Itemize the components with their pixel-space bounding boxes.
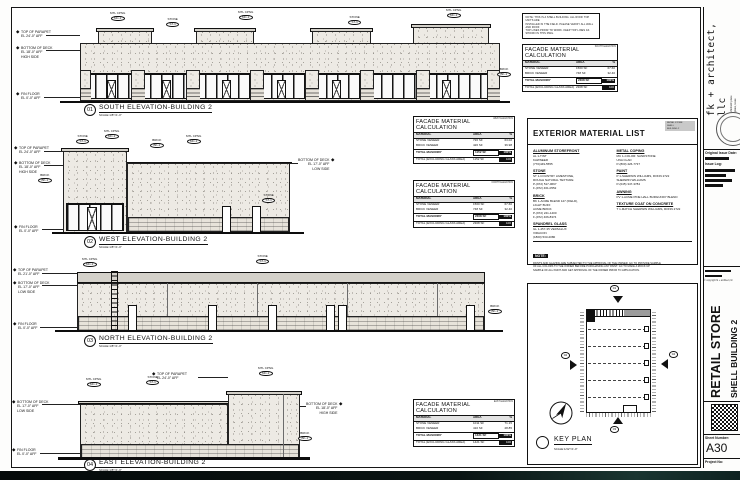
divider (703, 434, 740, 435)
pilaster (131, 70, 145, 101)
issue-entry (705, 157, 729, 160)
brick-base (78, 316, 484, 331)
divider (703, 458, 740, 459)
callout-brick: BRICK BK-1 (488, 305, 502, 314)
storefront-door (277, 80, 286, 99)
general-note-box: NOTE: THIS IS A SHELL BUILDING. ALL ROOF TOP UNITS ARE INSTALLED IN THE FIELD. PLEASE VERIFY ALL WALL AND ROOF TOP LINES PRIOR TO WORK. KEEP TOP LINES AS SHOWN IN THIS DWG. (522, 13, 600, 39)
control-joint (257, 283, 258, 316)
elevation-marker-icon: ◆ (338, 401, 343, 407)
rear-door (644, 343, 649, 349)
original-issue-label: Original Issue Date: (705, 151, 737, 155)
control-joint (437, 283, 438, 316)
firm-address: chisholm place plano, texas (730, 95, 737, 112)
firm-name: fk + architect, llc (706, 22, 728, 116)
pilaster (360, 70, 374, 101)
elevation-marker-icon: ◆ (152, 371, 156, 377)
callout-mtl-coping: MTL CPNG MC-1 (86, 377, 102, 386)
issue-log-label: Issue Log: (705, 162, 722, 166)
rear-door (644, 394, 649, 400)
copyright-text: © copyright fk + architect, llc (704, 280, 733, 282)
elevation-title-south: 01 SOUTH ELEVATION-BUILDING 2 SCALE:1/8"=1'-0" (84, 104, 212, 117)
annotation-top-of-parapet: ◆ TOP OF PARAPET EL 24'-0" AFF (16, 29, 51, 39)
leader-line (44, 97, 80, 98)
divider (703, 149, 740, 150)
plan-stamp (711, 404, 738, 431)
annotation-top-of-parapet: ◆ TOP OF PARAPET EL 24'-0" AFF (14, 145, 49, 155)
hatch-ticks (652, 312, 656, 412)
annotation-bottom-of-deck-low: ◆ BOTTOM OF DECK EL 17'-0" AFF LOW SIDE (12, 399, 49, 413)
pilaster (416, 70, 430, 101)
callout-mtl-coping: MTL CPNG MC-1 (238, 10, 254, 19)
bottom-bar (0, 471, 740, 480)
elevation-marker-icon: ◆ (330, 157, 335, 163)
service-door (252, 206, 261, 233)
callout-brick: BRICK BK-1 (150, 139, 164, 148)
elevation-marker-icon: ◆ (16, 29, 20, 35)
elevation-ref-left: 02 (561, 352, 570, 359)
service-door (466, 305, 475, 331)
elevation-marker-icon: ◆ (13, 267, 17, 273)
callout-mtl-coping: MTL CPNG MC-1 (82, 257, 98, 266)
project-subtitle: SHELL BUILDING 2 (729, 319, 739, 398)
tenant-divider (588, 346, 646, 347)
storefront-door (87, 207, 97, 231)
elevation-title-north: 03 NORTH ELEVATION-BUILDING 2 SCALE:1/8"=1'-0" (84, 335, 213, 348)
material-list-left-column: ALUMINUM STOREFRONT AL 1-TINT KAWNEER (770)449-5555 STONE ST 1-COUNTRY LIMESTONE, ROUGH NATURAL TEXTURE P-(972) 517-0697 F-(972) 461-0552 BRICK BK 1-ACME BLEND 127 (FIELD), LIGHT BUFF ACME BRICK P-(972) 241-1400 F-(972) 406-8374 SPANDREL GLASS GL 1-457-35 VERSALUX VIRACON (1800) 533-2080 (533, 149, 580, 240)
annotation-top-of-parapet: ◆ TOP OF PARAPET EL 21'-0" AFF (13, 267, 48, 277)
elevation-marker-icon: ◆ (14, 160, 18, 166)
control-joint (347, 283, 348, 316)
elevation-ref-right: 04 (669, 351, 678, 358)
material-list-right-column: METAL COPING MC 1-COLOR: SANDSTONE UNA CLAD P-(800) 426-7737 PAINT P 1-SHERWIN WILLIAMS, RONN 2722 SHERWIN WILLIAMS P-(045) 347-3784 AWNING PV 1-ACME PINE HALL BURGUNDY BLEND TEXTURE COAT ON CONCRETE T 1-MATCH SHERWIN WILLIAMS, RONN 2722 (616, 149, 681, 212)
elevation-arrow-icon (613, 296, 623, 303)
architect-seal (716, 112, 740, 146)
callout-stone: STONE ST-1 (263, 193, 274, 202)
exterior-material-list (527, 118, 698, 272)
elevation-marker-icon: ◆ (13, 321, 17, 327)
callout-mtl-coping: MTL CPNG MC-1 (258, 366, 274, 375)
service-door (268, 305, 277, 331)
service-door (338, 305, 347, 331)
tenant-divider (588, 397, 646, 398)
material-list-title: EXTERIOR MATERIAL LIST (533, 129, 646, 138)
pilaster (250, 70, 264, 101)
tenant-divider (588, 363, 646, 364)
storefront-door (332, 80, 341, 99)
annotation-fin-floor: ◆ FIN FLOOR EL 0'-0" AFF (16, 91, 41, 101)
service-door (208, 305, 217, 331)
rear-door (644, 360, 649, 366)
parapet-band (77, 272, 485, 283)
issue-entry (705, 184, 723, 187)
elevation-marker-icon: ◆ (16, 45, 20, 51)
control-joint (167, 283, 168, 316)
stamp-bar (705, 270, 731, 272)
callout-mtl-coping: MTL CPNG MC-1 (110, 11, 126, 20)
callout-stone: STONE ST-1 (257, 254, 268, 263)
pilaster (80, 70, 91, 101)
stair-block (587, 310, 595, 322)
storefront-glazing (83, 73, 497, 99)
callout-mtl-coping: MTL CPNG MC-1 (446, 8, 462, 17)
annotation-bottom-of-deck: ◆ BOTTOM OF DECK EL 18'-0" AFF HIGH SIDE (306, 401, 343, 415)
leader-line (290, 163, 298, 164)
storefront-door (162, 80, 171, 99)
brick-base (81, 444, 299, 458)
roof-ladder (111, 271, 118, 331)
elevation-title-west: 02 WEST ELEVATION-BUILDING 2 SCALE:1/8"=1'-0" (84, 236, 208, 249)
callout-mtl-coping: MTL CPNG MC-1 (186, 134, 202, 143)
key-plan (527, 283, 698, 465)
annotation-top-of-parapet: ◆ TOP OF PARAPET EL 24'-0" AFF (152, 371, 187, 381)
rear-door (644, 326, 649, 332)
callout-stone: STONE ST-1 (167, 17, 178, 26)
north-arrow-icon (548, 400, 574, 426)
project-title: RETAIL STORE (709, 305, 723, 398)
sheet-number-label: Sheet Number: (705, 436, 730, 440)
callout-stone: STONE ST-1 (349, 15, 360, 24)
callout-brick: BRICK BK-1 (38, 174, 52, 183)
ground-line (60, 101, 510, 103)
stamp-bar (705, 275, 722, 277)
leader-line (40, 453, 80, 454)
facade-table-west: FACADE MATERIAL CALCULATION WEST ELEVATION MATERIAL AREA % STONE VENEER 726 SF 63.02 BRICK VENEER 426 SF 36.98 TOTAL MASONRY 1152 SF 100% TOTAL (EXCLUDING GLASS AREA) 1152 SF 100 (413, 116, 515, 164)
callout-stone: STONE ST-1 (77, 134, 88, 143)
annotation-bottom-of-deck-low: ◆ BOTTOM OF DECK EL 17'-0" AFF LOW SIDE (13, 280, 50, 294)
material-list-note: NOTE: PAINTS AND GLAZING ARE SUBJECTED TO THE APPROVAL OF THE OWNER. GC TO PROVIDE SAMPLE OF ALL COLORS TO THE OWNER BEFORE PURCHASING ANY PAINT. GC TO MAKE A MOCK UP SAMPLE OF ALL PAINT AND GET APPROVAL OF THE OWNER PRIOR TO APPLICATION. (533, 241, 692, 275)
elevation-arrow-icon (661, 359, 668, 369)
service-door (326, 305, 335, 331)
hatch-ticks (580, 312, 584, 412)
elevation-marker-icon: ◆ (13, 280, 17, 286)
annotation-bottom-of-deck: ◆ BOTTOM OF DECK EL 18'-0" AFF HIGH SIDE (16, 45, 53, 59)
tenant-divider (588, 380, 646, 381)
brick-base (128, 217, 289, 232)
elevation-arrow-icon (570, 360, 577, 370)
pilaster (305, 70, 319, 101)
tenant-divider (588, 329, 646, 330)
facade-table-north: FACADE MATERIAL CALCULATION NORTH ELEVATION MATERIAL AREA % STONE VENEER 1560 SF 67.60 BRICK VENEER 748 SF 32.40 TOTAL MASONRY 2308 SF 100% TOTAL (EXCLUDING GLASS AREA) 2308 SF 100 (413, 180, 515, 228)
canopy-outline (623, 405, 637, 413)
elevation-marker-icon: ◆ (12, 399, 16, 405)
storefront-door (442, 80, 451, 99)
issue-entry (705, 179, 732, 182)
rear-door (644, 377, 649, 383)
service-door (222, 206, 231, 233)
leader-line (198, 377, 228, 378)
callout-brick: BRICK BK-1 (298, 432, 312, 441)
ground-line (55, 330, 503, 332)
elevation-marker-icon: ◆ (16, 91, 20, 97)
leader-line (40, 327, 77, 328)
control-joint (283, 394, 284, 458)
annotation-fin-floor: ◆ FIN FLOOR EL 0'-0" AFF (14, 224, 39, 234)
storefront-door (107, 80, 116, 99)
callout-brick: BRICK BK-1 (497, 68, 511, 77)
elevation-marker-icon: ◆ (14, 145, 18, 151)
elevation-title-east: 04 EAST ELEVATION-BUILDING 2 SCALE:1/8"=1'-0" (84, 459, 206, 472)
elevation-marker-icon: ◆ (12, 447, 16, 453)
divider (703, 266, 740, 267)
annotation-bottom-of-deck-low: ◆ BOTTOM OF DECK EL 17'-0" AFF LOW SIDE (298, 157, 335, 171)
key-plan-scale: SCALE:1/32"=1'-0" (554, 447, 578, 451)
facade-table-south: FACADE MATERIAL CALCULATION SOUTH ELEVATION MATERIAL AREA % STONE VENEER 1560 SF 67.60 BRICK VENEER 748 SF 32.40 TOTAL MASONRY 2308 SF 100% TOTAL (EXCLUDING GLASS AREA) 2308 SF 100 (522, 44, 618, 92)
elevation-marker-icon: ◆ (14, 224, 18, 230)
sheet-number: A30 (706, 441, 728, 455)
detail-circle (536, 436, 549, 449)
annotation-bottom-of-deck: ◆ BOTTOM OF DECK EL 18'-0" AFF HIGH SIDE (14, 160, 51, 174)
elevation-arrow-icon (613, 417, 623, 424)
storefront-door (222, 80, 231, 99)
key-plan-title: KEY PLAN (554, 436, 593, 443)
callout-mtl-coping: MTL CPNG MC-1 (104, 129, 120, 138)
divider (703, 401, 740, 402)
service-door (128, 305, 137, 331)
annotation-fin-floor: ◆ FIN FLOOR EL 0'-0" AFF (13, 321, 38, 331)
elevation-ref-top: 01 (610, 285, 619, 292)
project-number-label: Project No: (705, 460, 724, 464)
leader-line (46, 35, 80, 36)
annotation-fin-floor: ◆ FIN FLOOR EL 0'-0" AFF (12, 447, 37, 457)
pilaster (186, 70, 200, 101)
ground-line (52, 232, 304, 234)
issue-entry (705, 174, 726, 177)
elevation-ref-bottom: 03 (610, 426, 619, 433)
callout-stone: STONE ST-1 (147, 375, 158, 384)
coping-band (624, 310, 650, 316)
project-stamp-block: RETAIL STORE SHELL BUILDING 2 (665, 121, 695, 131)
facade-table-east: FACADE MATERIAL CALCULATION EAST ELEVATION MATERIAL AREA % STONE VENEER 1011 SF 71.15 BRICK VENEER 410 SF 28.85 TOTAL MASONRY 1421 SF 100% TOTAL (EXCLUDING GLASS AREA) 1421 SF 100 (413, 399, 515, 447)
issue-entry (705, 169, 735, 172)
leader-line (42, 229, 63, 230)
